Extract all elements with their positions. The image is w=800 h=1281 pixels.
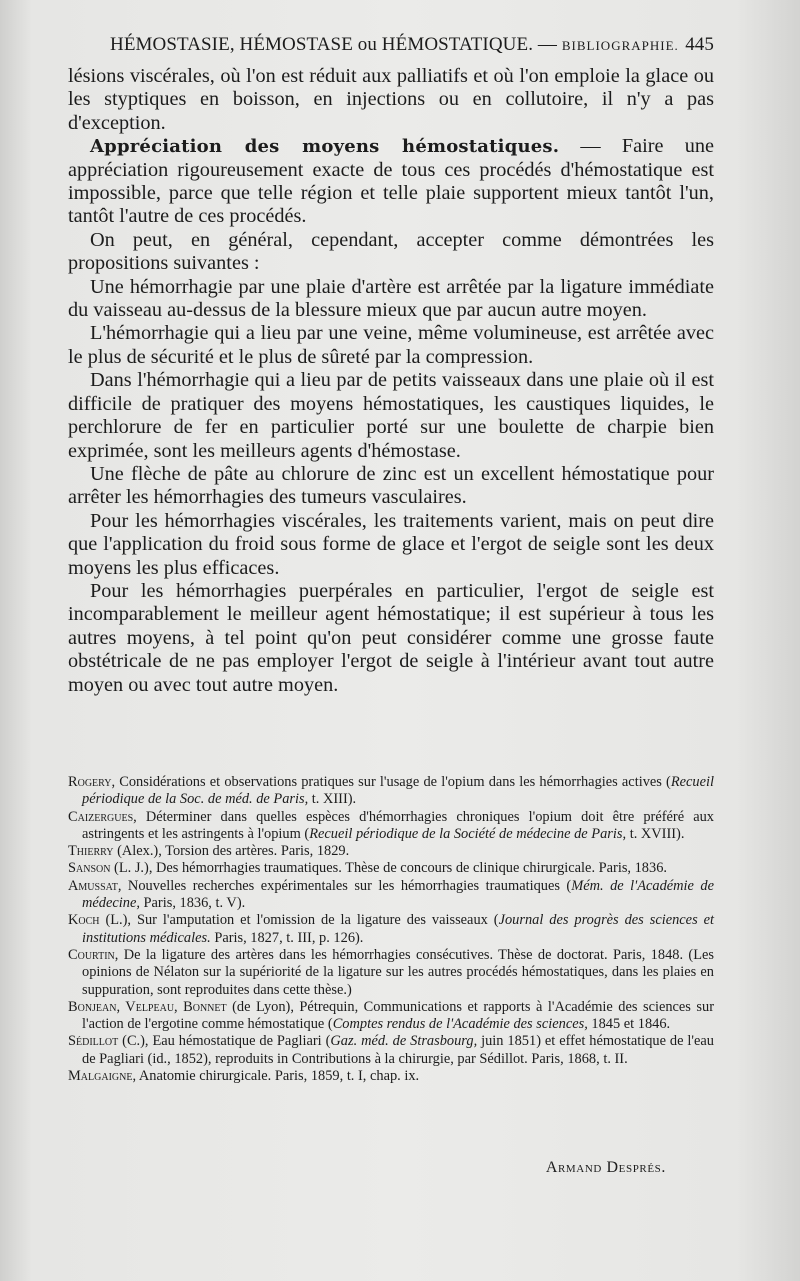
reference-author: Bonjean, Velpeau, Bonnet — [68, 998, 227, 1015]
reference-text: Considérations et observations pratiques sur l'usage de l'opium dans les hémorrhagies actives ( — [115, 774, 671, 790]
reference-entry — [68, 1068, 714, 1085]
reference-text: Paris, 1827, t. III, p. 126). — [210, 929, 364, 946]
reference-author: Malgaigne, — [68, 1068, 137, 1085]
paragraph: Dans l'hémorrhagie qui a lieu par de petits vaisseaux dans une plaie où il est difficile de pratiquer des moyens hémostatiques, les caustiques liquides, le perchlorure de fer en particulier porté sur une boulette de charpie bien exprimée, sont les meilleurs agents d'hémostase. — [68, 369, 714, 462]
reference-text: Nouvelles recherches expérimentales sur les hémorrhagies traumatiques ( — [121, 877, 572, 894]
paragraph-text: — Faire une appréciation rigoureusement exacte de tous ces procédés d'hémostatique est impossible, parce que telle région et telle plaie supportent mieux tantôt l'un, tantôt l'autre de ces procédés. — [68, 135, 714, 228]
reference-text: (L.), Sur l'amputation et l'omission de la ligature des vaisseaux ( — [99, 912, 499, 929]
paragraph: L'hémorrhagie qui a lieu par une veine, même volumineuse, est arrêtée avec le plus de sécurité et le plus de sûreté par la compression. — [68, 322, 714, 368]
reference-text: De la ligature des artères dans les hémorrhagies consécutives. Thèse de doctorat. Paris, 1848. (Les opinions de Nélaton sur la supériorité de la ligature sur les autres procédés hémostatiques, dans les plaies en suppuration, sont reproduites dans cette thèse.) — [82, 946, 714, 998]
reference-author: Thierry — [68, 843, 114, 860]
paragraph: Une hémorrhagie par une plaie d'artère est arrêtée par la ligature immédiate du vaisseau au-dessus de la blessure mieux que par aucun autre moyen. — [68, 275, 714, 322]
reference-entry — [68, 1033, 714, 1068]
main-text — [68, 65, 714, 697]
reference-entry — [68, 843, 714, 860]
author-signature: Armand Després. — [545, 1159, 666, 1176]
reference-entry — [68, 947, 714, 999]
reference-text: 1845 et 1846. — [587, 1016, 671, 1033]
paragraph: lésions viscérales, où l'on est réduit aux palliatifs et où l'on emploie la glace ou les styptiques en boisson, en injections ou en collutoire, il n'y a pas d'exception. — [68, 65, 714, 134]
header-title: HÉMOSTASIE, HÉMOSTASE ou HÉMOSTATIQUE. — — [110, 34, 557, 55]
reference-title: Recueil périodique de la Société de médecine de Paris, — [309, 825, 627, 842]
reference-text: (de Lyon), Pétrequin, Communications et rapports à l'Académie des sciences sur l'action de l'ergotine comme hémostatique ( — [82, 998, 714, 1033]
reference-author: Sédillot — [68, 1033, 119, 1050]
reference-text: (Alex.), Torsion des artères. Paris, 1829. — [113, 843, 350, 860]
reference-text: juin 1851) et effet hémostatique de l'eau de Pagliari (id., 1852), reproduits in Contributions à la chirurgie, par Sédillot. Paris, 1868, t. II. — [82, 1033, 714, 1067]
paragraph: On peut, en général, cependant, accepter comme démontrées les propositions suivantes : — [68, 228, 714, 275]
reference-text: (C.), Eau hémostatique de Pagliari ( — [118, 1033, 331, 1050]
paragraph: Pour les hémorrhagies puerpérales en particulier, l'ergot de seigle est incomparablement le meilleur agent hémostatique; il est supérieur à tous les autres moyens, à tel point qu'on peut considérer comme une grosse faute obstétricale de ne pas employer l'ergot de seigle à l'intérieur avant tout autre moyen ou avec tout autre moyen. — [68, 579, 714, 696]
reference-author: Amussat, — [68, 877, 122, 894]
reference-entry — [68, 999, 714, 1034]
reference-title: Comptes rendus de l'Académie des sciences, — [332, 1016, 588, 1033]
running-header — [110, 34, 714, 56]
reference-entry — [68, 860, 714, 877]
reference-entry — [68, 912, 714, 947]
reference-entry — [68, 809, 714, 844]
reference-text: Paris, 1836, t. V). — [139, 895, 246, 912]
reference-title: Mém. de l'Académie de médecine, — [82, 877, 714, 912]
reference-text: t. XIII). — [308, 791, 357, 808]
reference-title: Gaz. méd. de Strasbourg, — [330, 1033, 478, 1050]
reference-text: Déterminer dans quelles espèces d'hémorrhagies chroniques l'opium doit être préféré aux astringents et les astringents à l'opium ( — [82, 808, 714, 842]
lead-heading: Appréciation des moyens hémostatiques. — [90, 136, 560, 158]
reference-entry — [68, 774, 714, 809]
paragraph: Une flèche de pâte au chlorure de zinc est un excellent hémostatique pour arrêter les hémorrhagies des tumeurs vasculaires. — [68, 462, 714, 509]
paragraph: Pour les hémorrhagies viscérales, les traitements varient, mais on peut dire que l'application du froid sous forme de glace et l'ergot de seigle sont les deux moyens les plus efficaces. — [68, 509, 714, 579]
reference-author: Caizergues, — [68, 808, 137, 825]
header-section: BIBLIOGRAPHIE. — [561, 38, 679, 53]
reference-text: Anatomie chirurgicale. Paris, 1859, t. I, chap. ix. — [136, 1068, 420, 1085]
page-number: 445 — [685, 34, 714, 55]
reference-author: Sanson — [68, 860, 111, 877]
reference-entry — [68, 878, 714, 913]
reference-author: Koch — [68, 912, 100, 929]
reference-author: Rogery, — [68, 774, 116, 790]
reference-title: Journal des progrès des sciences et institutions médicales. — [82, 912, 714, 946]
reference-text: t. XVIII). — [626, 825, 685, 842]
reference-author: Courtin, — [68, 946, 119, 963]
reference-title: Recueil périodique de la Soc. de méd. de Paris, — [82, 774, 714, 808]
paragraph-with-heading — [68, 135, 714, 229]
bibliography — [68, 774, 714, 1085]
reference-text: (L. J.), Des hémorrhagies traumatiques. Thèse de concours de clinique chirurgicale. Paris, 1836. — [110, 860, 667, 877]
header-title-group — [110, 34, 679, 56]
